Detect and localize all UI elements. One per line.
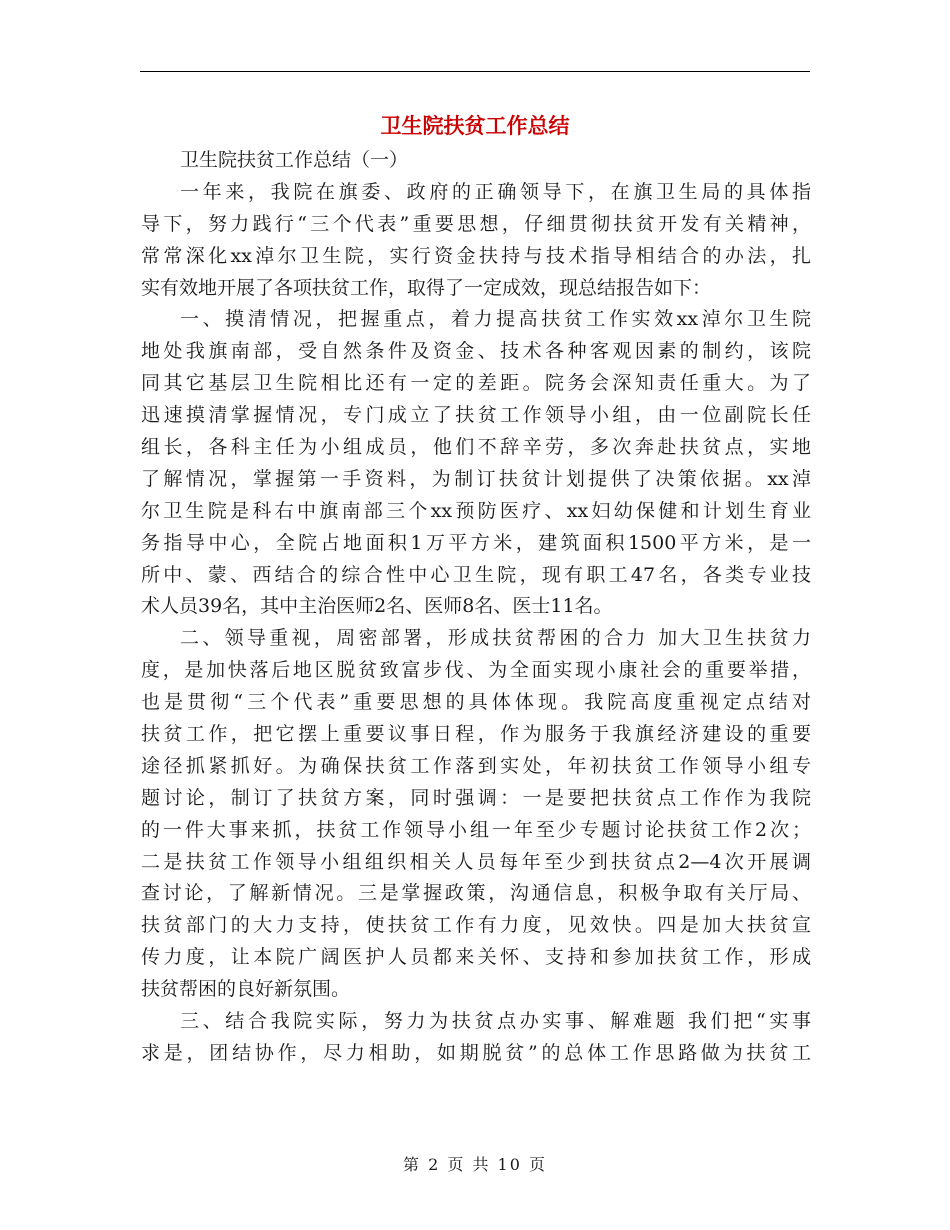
body-text-line: 二是扶贫工作领导小组组织相关人员每年至少到扶贫点2—4次开展调 <box>141 850 811 873</box>
body-text-line: 常常深化xx淖尔卫生院，实行资金扶持与技术指导相结合的办法，扎 <box>141 244 811 267</box>
body-text-line: 尔卫生院是科右中旗南部三个xx预防医疗、xx妇幼保健和计划生育业 <box>141 499 811 522</box>
document-title: 卫生院扶贫工作总结 <box>380 114 570 138</box>
body-text-line: 术人员39名，其中主治医师2名、医师8名、医士11名。 <box>141 595 613 618</box>
body-text-line: 迅速摸清掌握情况，专门成立了扶贫工作领导小组，由一位副院长任 <box>141 404 811 427</box>
body-text-line: 查讨论，了解新情况。三是掌握政策，沟通信息，积极争取有关厅局、 <box>141 882 811 905</box>
body-text-line: 一年来，我院在旗委、政府的正确领导下，在旗卫生局的具体指 <box>180 180 811 203</box>
body-text-line: 同其它基层卫生院相比还有一定的差距。院务会深知责任重大。为了 <box>141 372 811 395</box>
body-text-line: 扶贫工作，把它摆上重要议事日程，作为服务于我旗经济建设的重要 <box>141 723 811 746</box>
body-text-line: 的一件大事来抓，扶贫工作领导小组一年至少专题讨论扶贫工作2次； <box>141 818 811 841</box>
page-number-footer: 第 2 页 共 10 页 <box>403 1155 547 1174</box>
body-text-line: 导下，努力践行“三个代表”重要思想，仔细贯彻扶贫开发有关精神， <box>141 212 811 235</box>
body-text-line: 一、摸清情况，把握重点，着力提高扶贫工作实效xx淖尔卫生院 <box>180 308 811 331</box>
body-text-line: 了解情况，掌握第一手资料，为制订扶贫计划提供了决策依据。xx淖 <box>141 467 811 490</box>
body-text-line: 三、结合我院实际，努力为扶贫点办实事、解难题 我们把“实事 <box>180 1010 811 1033</box>
body-text-line: 二、领导重视，周密部署，形成扶贫帮困的合力 加大卫生扶贫力 <box>180 627 811 650</box>
body-text-line: 务指导中心，全院占地面积1万平方米，建筑面积1500平方米，是一 <box>141 531 811 554</box>
body-text-line: 求是，团结协作，尽力相助，如期脱贫”的总体工作思路做为扶贫工 <box>141 1041 811 1064</box>
body-text-line: 题讨论，制订了扶贫方案，同时强调：一是要把扶贫点工作作为我院 <box>141 786 811 809</box>
header-rule <box>140 71 810 72</box>
body-text-line: 也是贯彻“三个代表”重要思想的具体体现。我院高度重视定点结对 <box>141 691 811 714</box>
body-text-line: 扶贫部门的大力支持，使扶贫工作有力度，见效快。四是加大扶贫宣 <box>141 914 811 937</box>
body-text-line: 扶贫帮困的良好新氛围。 <box>141 978 351 1001</box>
body-text-line: 传力度，让本院广阔医护人员都来关怀、支持和参加扶贫工作，形成 <box>141 946 811 969</box>
body-text-line: 地处我旗南部，受自然条件及资金、技术各种客观因素的制约，该院 <box>141 340 811 363</box>
body-text-line: 途径抓紧抓好。为确保扶贫工作落到实处，年初扶贫工作领导小组专 <box>141 754 811 777</box>
body-text-line: 卫生院扶贫工作总结（一） <box>180 149 409 171</box>
body-text-line: 度，是加快落后地区脱贫致富步伐、为全面实现小康社会的重要举措， <box>141 659 811 682</box>
body-text-line: 实有效地开展了各项扶贫工作，取得了一定成效，现总结报告如下： <box>141 276 712 299</box>
document-body <box>141 145 811 1070</box>
body-text-line: 组长，各科主任为小组成员，他们不辞辛劳，多次奔赴扶贫点，实地 <box>141 436 811 459</box>
body-text-line: 所中、蒙、西结合的综合性中心卫生院，现有职工47名，各类专业技 <box>141 563 811 586</box>
